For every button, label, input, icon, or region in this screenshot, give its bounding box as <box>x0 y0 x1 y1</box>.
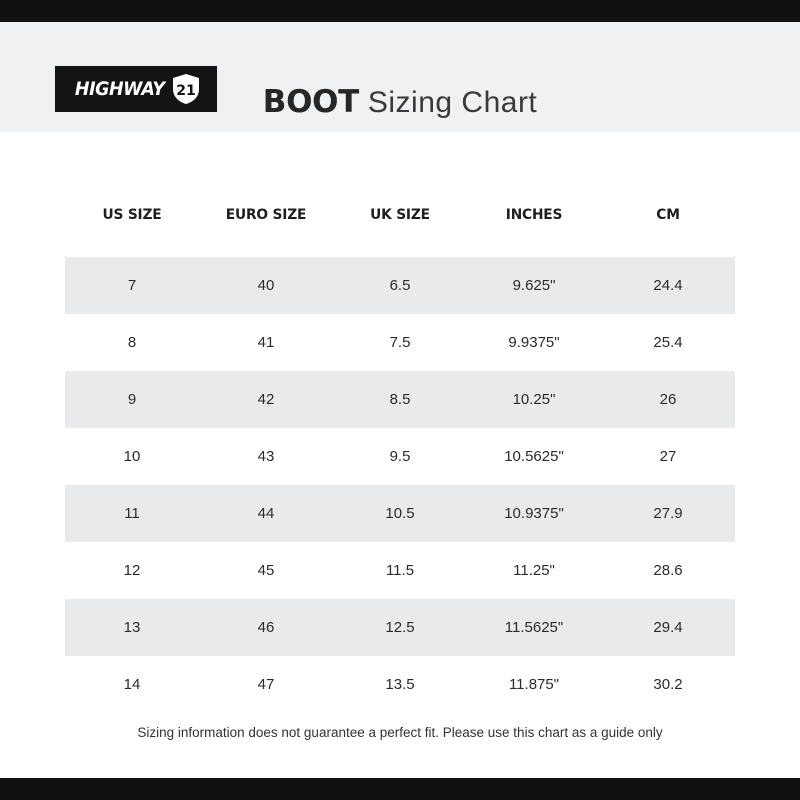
size-table <box>65 207 735 713</box>
page-title-strong: BOOT <box>262 84 360 120</box>
cell-inches: 9.9375" <box>508 334 560 351</box>
cell-inches: 10.9375" <box>467 485 601 542</box>
table-row <box>65 542 735 599</box>
cell-euro-size: 42 <box>199 371 333 428</box>
column-header-us-size: US SIZE <box>102 207 162 223</box>
size-table-body <box>65 257 735 713</box>
cell-cm: 26 <box>601 371 735 428</box>
cell-us-size: 9 <box>65 371 199 428</box>
cell-euro-size: 45 <box>257 562 275 579</box>
cell-uk-size: 8.5 <box>333 371 467 428</box>
cell-inches: 11.5625" <box>467 599 601 656</box>
svg-text:21: 21 <box>176 83 197 99</box>
page-title-light: Sizing Chart <box>367 86 538 119</box>
page-title <box>0 84 800 120</box>
cell-inches: 11.875" <box>508 676 560 693</box>
cell-cm: 27.9 <box>601 485 735 542</box>
column-header-cm: CM <box>656 207 680 223</box>
cell-uk-size: 13.5 <box>385 676 415 693</box>
cell-inches: 11.25" <box>513 562 555 579</box>
cell-cm: 28.6 <box>653 562 683 579</box>
size-table-head <box>65 207 735 257</box>
footnote-text: Sizing information does not guarantee a perfect fit. Please use this chart as a guide only <box>137 725 663 740</box>
cell-euro-size: 46 <box>199 599 333 656</box>
cell-uk-size: 7.5 <box>389 334 411 351</box>
cell-euro-size: 44 <box>199 485 333 542</box>
cell-inches: 10.25" <box>467 371 601 428</box>
cell-cm: 27 <box>659 448 677 465</box>
cell-us-size: 12 <box>123 562 141 579</box>
header-band <box>0 22 800 132</box>
table-row <box>65 314 735 371</box>
column-header-uk-size: UK SIZE <box>370 207 430 223</box>
table-row <box>65 257 735 314</box>
cell-us-size: 11 <box>65 485 199 542</box>
cell-us-size: 7 <box>65 257 199 314</box>
column-header-euro-size: EURO SIZE <box>225 207 307 223</box>
cell-us-size: 8 <box>127 334 137 351</box>
cell-inches: 10.5625" <box>504 448 564 465</box>
cell-inches: 9.625" <box>467 257 601 314</box>
cell-uk-size: 11.5 <box>385 562 415 579</box>
cell-euro-size: 47 <box>257 676 275 693</box>
cell-euro-size: 43 <box>257 448 275 465</box>
cell-euro-size: 40 <box>199 257 333 314</box>
cell-cm: 25.4 <box>653 334 683 351</box>
table-row <box>65 599 735 656</box>
cell-uk-size: 6.5 <box>333 257 467 314</box>
table-row <box>65 656 735 713</box>
cell-uk-size: 9.5 <box>389 448 411 465</box>
table-row <box>65 371 735 428</box>
chart-body <box>0 132 800 778</box>
cell-cm: 29.4 <box>601 599 735 656</box>
cell-us-size: 14 <box>123 676 141 693</box>
cell-cm: 24.4 <box>601 257 735 314</box>
table-row <box>65 428 735 485</box>
table-row <box>65 485 735 542</box>
logo-wordmark: HIGHWAY <box>74 78 165 100</box>
column-header-inches: INCHES <box>505 207 563 223</box>
cell-cm: 30.2 <box>653 676 683 693</box>
cell-uk-size: 12.5 <box>333 599 467 656</box>
cell-us-size: 13 <box>65 599 199 656</box>
bottom-black-bar <box>0 778 800 800</box>
cell-uk-size: 10.5 <box>333 485 467 542</box>
table-header-row <box>65 207 735 257</box>
top-black-bar <box>0 0 800 22</box>
cell-us-size: 10 <box>123 448 141 465</box>
cell-euro-size: 41 <box>257 334 275 351</box>
size-table-wrapper <box>65 207 735 713</box>
